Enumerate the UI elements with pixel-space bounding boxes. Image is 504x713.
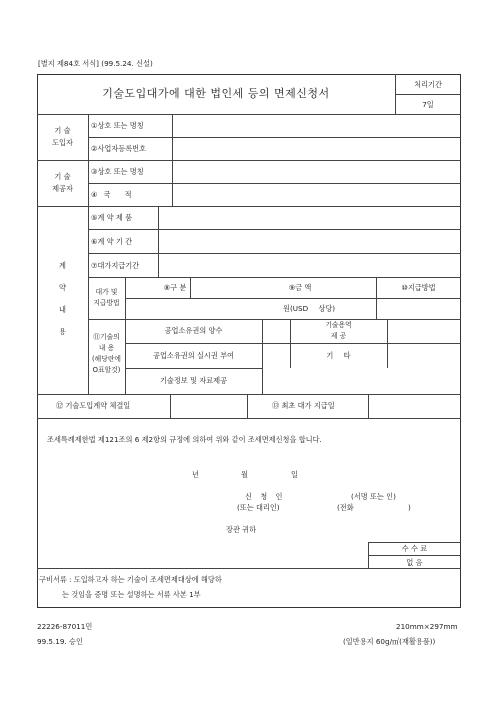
provider-section-line1: 기 술 [54, 172, 71, 181]
fee-label: 수 수 료 [401, 544, 428, 553]
category-label: ⑧구 분 [163, 283, 187, 292]
provider-country-label: ④국 적 [91, 190, 138, 199]
introducer-regno-label: ②사업자등록번호 [91, 144, 147, 153]
phone-label: (전화 ) [337, 503, 411, 512]
other-mark[interactable] [389, 346, 457, 364]
introducer-section-line1: 기 술 [54, 126, 71, 135]
ip-transfer: 공업소유권의 양수 [164, 326, 223, 335]
introducer-section-line2: 도입자 [52, 138, 73, 147]
ip-transfer-mark[interactable] [264, 322, 288, 340]
tech-content-label-2: 내 용 [98, 344, 115, 352]
tech-info-mark[interactable] [264, 371, 454, 389]
method-label: ⑩지급방법 [401, 283, 436, 292]
tech-content-label-4: O표할것) [92, 366, 121, 374]
recipient: 장관 귀하 [226, 525, 257, 534]
first-payment-label: ⑬ 최초 대가 지급일 [272, 401, 335, 410]
processing-label: 처리기간 [414, 80, 442, 89]
ip-license: 공업소유권의 실시권 부여 [153, 351, 234, 360]
service-provision-mark[interactable] [389, 322, 457, 340]
first-payment-field[interactable] [371, 397, 457, 415]
contract-payment-period-label: ⑦대가지급기간 [91, 261, 140, 270]
contract-period-field[interactable] [162, 232, 456, 250]
contract-date-label: ⑫ 기술도입계약 체결일 [56, 401, 131, 410]
other-label: 기 타 [326, 351, 351, 360]
tech-content-label-3: (해당란에 [92, 355, 121, 363]
contract-section-2: 약 [59, 283, 66, 292]
amount-label: ⑨금 액 [288, 283, 312, 292]
introducer-regno-field[interactable] [176, 140, 456, 158]
attachments-line2: 는 것임을 증명 또는 설명하는 서류 사본 1부 [62, 590, 201, 599]
service-provision-1: 기술용역 [325, 321, 352, 329]
payment-block-label-2: 지급방법 [93, 299, 120, 307]
footer-code: 22226-87011민 [37, 622, 93, 631]
sign-label: (서명 또는 인) [351, 492, 396, 501]
introducer-name-label: ①상호 또는 명칭 [91, 121, 144, 130]
applicant-label: 신 청 인 [245, 492, 283, 501]
provider-name-field[interactable] [176, 163, 456, 181]
footer-paper: (일반용지 60g/㎡(재활용품)) [343, 637, 436, 646]
amount-unit: 원(USD 상당) [283, 304, 336, 313]
provider-name-label: ③상호 또는 명칭 [91, 167, 144, 176]
attachments-line1: 구비서류 : 도입하고자 하는 기술이 조세면제대상에 해당하 [39, 575, 222, 584]
payment-block-label-1: 대가 및 [95, 288, 118, 296]
footer-size: 210mm×297mm [396, 622, 458, 631]
tech-info: 기술정보 및 자료제공 [159, 376, 228, 385]
form-id: [별지 제84호 서식] (99.5.24. 신설) [38, 59, 153, 68]
processing-value: 7일 [422, 100, 434, 109]
contract-payment-period-field[interactable] [162, 256, 456, 274]
date-year-label: 년 [192, 470, 199, 479]
provider-section-line2: 제공자 [52, 184, 73, 193]
contract-product-field[interactable] [162, 209, 456, 227]
declaration-text: 조세특례제한법 제121조의 6 제2항의 규정에 의하여 위와 같이 조세면제신청을 합니다. [47, 435, 322, 444]
introducer-name-field[interactable] [176, 117, 456, 135]
applicant-sub: (또는 대리인) [237, 503, 280, 512]
contract-section-1: 계 [59, 261, 66, 270]
method-field[interactable] [380, 301, 458, 317]
ip-license-mark[interactable] [264, 346, 288, 364]
fee-value: 없 음 [406, 558, 423, 567]
form-title: 기술도입대가에 대한 법인세 등의 면제신청서 [102, 87, 330, 100]
tech-content-label-1: ⑪기술의 [93, 333, 120, 341]
footer-approval: 99.5.19. 승인 [37, 637, 83, 646]
contract-period-label: ⑥계 약 기 간 [91, 237, 133, 246]
provider-country-field[interactable] [176, 186, 456, 204]
date-month-label: 월 [241, 470, 248, 479]
amount-field[interactable] [192, 301, 280, 317]
contract-section-4: 용 [59, 327, 66, 336]
contract-date-field[interactable] [173, 397, 243, 415]
contract-product-label: ⑤계 약 제 품 [91, 213, 133, 222]
service-provision-2: 제 공 [330, 332, 347, 340]
date-day-label: 일 [291, 470, 298, 479]
contract-section-3: 내 [59, 305, 66, 314]
